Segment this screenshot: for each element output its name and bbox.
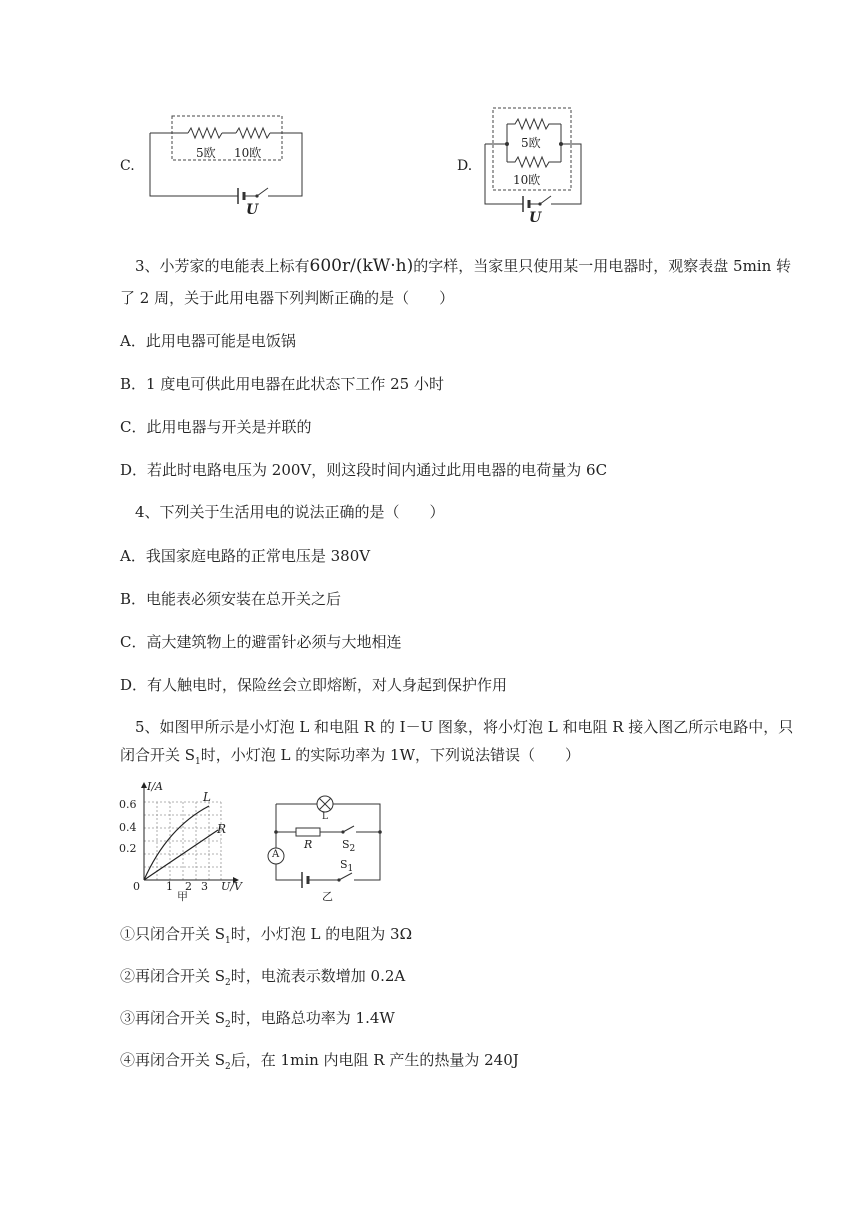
circuit-c-diagram	[118, 108, 338, 218]
q4-option-c: C．高大建筑物上的避雷针必须与大地相连	[120, 633, 402, 651]
q4-stem: 4、下列关于生活用电的说法正确的是（ ）	[135, 503, 445, 521]
q3-line1-post: 的字样，当家里只使用某一用电器时，观察表盘 5min 转	[413, 257, 792, 275]
option-d-label: D.	[457, 158, 473, 174]
circuit-yi-diagram	[262, 782, 392, 902]
circuit-c-r1-label: 5欧	[196, 146, 216, 160]
circuit-d-figure	[455, 104, 595, 224]
graph-xtick-2: 2	[185, 880, 192, 893]
graph-curve-r-label: R	[217, 822, 227, 836]
circuit-yi-ammeter-label: A	[272, 849, 280, 860]
circuit-yi-caption: 乙	[322, 890, 333, 903]
circuit-d-r2-label: 10欧	[513, 173, 541, 187]
graph-curve-l-label: L	[203, 790, 211, 804]
circuit-yi-lamp-label: L	[322, 812, 328, 822]
graph-xlabel: U/V	[221, 880, 242, 893]
graph-ytick-06: 0.6	[119, 798, 137, 811]
circuit-yi-resistor-label: R	[304, 838, 313, 851]
q3-line1	[135, 256, 791, 276]
q3-formula: 600r/(kW·h)	[309, 256, 414, 276]
q4-option-b: B．电能表必须安装在总开关之后	[120, 590, 342, 608]
q5-statement-3: ③再闭合开关 $S_2$时，电路总功率为 1.4W	[120, 1009, 395, 1030]
graph-ytick-02: 0.2	[119, 842, 137, 855]
circuit-d-diagram	[455, 104, 595, 224]
circuit-yi	[262, 782, 392, 902]
circuit-c-r2-label: 10欧	[234, 146, 262, 160]
q3-option-d: D．若此时电路电压为 200V，则这段时间内通过此用电器的电荷量为 6C	[120, 461, 608, 479]
graph-ylabel: I/A	[147, 780, 163, 793]
q5-line1: 5、如图甲所示是小灯泡 L 和电阻 R 的 I－U 图象，将小灯泡 L 和电阻 R 接入图乙所示电路中，只	[135, 718, 794, 736]
q5-statement-4: ④再闭合开关 $S_2$后，在 1min 内电阻 R 产生的热量为 240J	[120, 1051, 519, 1072]
option-c-label: C.	[120, 158, 135, 174]
graph-caption: 甲	[177, 890, 188, 903]
q3-option-a: A．此用电器可能是电饭锅	[120, 332, 296, 350]
circuit-d-r1-label: 5欧	[521, 136, 541, 150]
q4-option-a: A．我国家庭电路的正常电压是 380V	[120, 547, 371, 565]
q3-option-c: C．此用电器与开关是并联的	[120, 418, 312, 436]
graph-xtick-3: 3	[201, 880, 208, 893]
q5-statement-1: ①只闭合开关 $S_1$时，小灯泡 L 的电阻为 3Ω	[120, 925, 413, 946]
graph-jia	[115, 780, 250, 903]
graph-ytick-04: 0.4	[119, 821, 137, 834]
circuit-c-source-label: U	[246, 202, 259, 218]
q4-option-d: D．有人触电时，保险丝会立即熔断，对人身起到保护作用	[120, 676, 508, 694]
q3-line1-pre: 3、小芳家的电能表上标有	[135, 257, 310, 275]
graph-xtick-1: 1	[166, 880, 173, 893]
q3-line2: 了 2 周，关于此用电器下列判断正确的是（ ）	[120, 289, 455, 307]
circuit-d-source-label: U	[529, 210, 542, 226]
q5-line2: 闭合开关 $S_1$时，小灯泡 L 的实际功率为 1W，下列说法错误（ ）	[120, 746, 581, 767]
circuit-yi-s1-label: $S_1$	[340, 858, 354, 875]
graph-xtick-0: 0	[133, 880, 140, 893]
q3-option-b: B．1 度电可供此用电器在此状态下工作 25 小时	[120, 375, 444, 393]
q5-statement-2: ②再闭合开关 $S_2$时，电流表示数增加 0.2A	[120, 967, 406, 988]
circuit-c-figure	[118, 108, 338, 218]
circuit-yi-s2-label: $S_2$	[342, 838, 356, 855]
